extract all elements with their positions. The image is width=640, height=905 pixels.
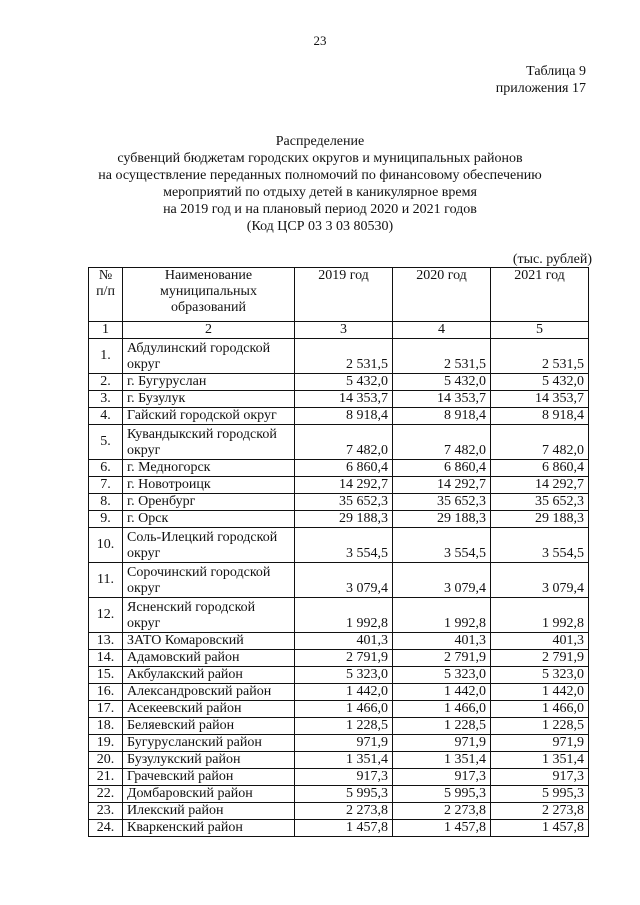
value-2021: 1 466,0 bbox=[491, 701, 589, 718]
municipality-name: Сорочинский городской округ bbox=[123, 563, 295, 598]
value-2021: 5 323,0 bbox=[491, 667, 589, 684]
municipality-name: г. Медногорск bbox=[123, 460, 295, 477]
value-2019: 1 466,0 bbox=[295, 701, 393, 718]
row-number: 17. bbox=[89, 701, 123, 718]
value-2020: 8 918,4 bbox=[393, 408, 491, 425]
row-number: 24. bbox=[89, 820, 123, 837]
municipality-name: Илекский район bbox=[123, 803, 295, 820]
value-2019: 1 442,0 bbox=[295, 684, 393, 701]
table-row bbox=[89, 667, 589, 684]
value-2019: 8 918,4 bbox=[295, 408, 393, 425]
value-2021: 8 918,4 bbox=[491, 408, 589, 425]
value-2021: 6 860,4 bbox=[491, 460, 589, 477]
municipality-name: Беляевский район bbox=[123, 718, 295, 735]
value-2020: 2 273,8 bbox=[393, 803, 491, 820]
table-row bbox=[89, 684, 589, 701]
table-row bbox=[89, 425, 589, 460]
municipality-name: г. Оренбург bbox=[123, 494, 295, 511]
table-row bbox=[89, 339, 589, 374]
row-number: 3. bbox=[89, 391, 123, 408]
appendix-reference-line: приложения 17 bbox=[495, 81, 586, 96]
value-2021: 3 079,4 bbox=[491, 563, 589, 598]
table-row bbox=[89, 511, 589, 528]
row-number: 13. bbox=[89, 633, 123, 650]
table-body bbox=[89, 339, 589, 837]
column-number: 1 bbox=[89, 322, 123, 339]
value-2019: 6 860,4 bbox=[295, 460, 393, 477]
value-2020: 14 353,7 bbox=[393, 391, 491, 408]
row-number: 19. bbox=[89, 735, 123, 752]
table-row bbox=[89, 650, 589, 667]
value-2019: 5 323,0 bbox=[295, 667, 393, 684]
table-row bbox=[89, 408, 589, 425]
value-2020: 29 188,3 bbox=[393, 511, 491, 528]
value-2019: 14 353,7 bbox=[295, 391, 393, 408]
value-2021: 14 353,7 bbox=[491, 391, 589, 408]
value-2020: 5 432,0 bbox=[393, 374, 491, 391]
table-row bbox=[89, 786, 589, 803]
municipality-name: г. Бугуруслан bbox=[123, 374, 295, 391]
value-2019: 917,3 bbox=[295, 769, 393, 786]
row-number: 4. bbox=[89, 408, 123, 425]
value-2019: 1 992,8 bbox=[295, 598, 393, 633]
title-line: на осуществление переданных полномочий по финансовому обеспечению bbox=[98, 168, 542, 183]
value-2019: 1 228,5 bbox=[295, 718, 393, 735]
value-2020: 3 554,5 bbox=[393, 528, 491, 563]
table-row bbox=[89, 735, 589, 752]
value-2020: 401,3 bbox=[393, 633, 491, 650]
municipality-name: Адамовский район bbox=[123, 650, 295, 667]
row-number: 14. bbox=[89, 650, 123, 667]
value-2020: 5 323,0 bbox=[393, 667, 491, 684]
table-header-row bbox=[89, 268, 589, 322]
row-number: 5. bbox=[89, 425, 123, 460]
value-2019: 3 554,5 bbox=[295, 528, 393, 563]
row-number: 23. bbox=[89, 803, 123, 820]
value-2019: 1 457,8 bbox=[295, 820, 393, 837]
row-number: 1. bbox=[89, 339, 123, 374]
value-2020: 2 791,9 bbox=[393, 650, 491, 667]
municipality-name: Бугурусланский район bbox=[123, 735, 295, 752]
row-number: 20. bbox=[89, 752, 123, 769]
column-number-row bbox=[89, 322, 589, 339]
document-title bbox=[0, 133, 640, 235]
value-2020: 1 466,0 bbox=[393, 701, 491, 718]
table-reference-line: Таблица 9 bbox=[526, 64, 586, 79]
header-2019: 2019 год bbox=[295, 268, 393, 322]
value-2021: 35 652,3 bbox=[491, 494, 589, 511]
value-2021: 29 188,3 bbox=[491, 511, 589, 528]
value-2019: 5 995,3 bbox=[295, 786, 393, 803]
table-row bbox=[89, 820, 589, 837]
value-2021: 1 457,8 bbox=[491, 820, 589, 837]
value-2021: 1 228,5 bbox=[491, 718, 589, 735]
title-line: на 2019 год и на плановый период 2020 и 2021 годов bbox=[163, 202, 477, 217]
title-line: субвенций бюджетам городских округов и муниципальных районов bbox=[117, 151, 523, 166]
value-2020: 971,9 bbox=[393, 735, 491, 752]
municipality-name: Кваркенский район bbox=[123, 820, 295, 837]
municipality-name: Кувандыкский городской округ bbox=[123, 425, 295, 460]
value-2019: 1 351,4 bbox=[295, 752, 393, 769]
municipality-name: Абдулинский городской округ bbox=[123, 339, 295, 374]
table-row bbox=[89, 718, 589, 735]
municipality-name: Александровский район bbox=[123, 684, 295, 701]
value-2021: 2 273,8 bbox=[491, 803, 589, 820]
table-row bbox=[89, 633, 589, 650]
distribution-table bbox=[88, 267, 589, 837]
table-row bbox=[89, 477, 589, 494]
value-2019: 5 432,0 bbox=[295, 374, 393, 391]
value-2021: 5 432,0 bbox=[491, 374, 589, 391]
value-2021: 1 442,0 bbox=[491, 684, 589, 701]
units-label: (тыс. рублей) bbox=[512, 252, 592, 267]
value-2020: 1 992,8 bbox=[393, 598, 491, 633]
table-row bbox=[89, 374, 589, 391]
row-number: 21. bbox=[89, 769, 123, 786]
value-2020: 14 292,7 bbox=[393, 477, 491, 494]
table-row bbox=[89, 769, 589, 786]
municipality-name: г. Бузулук bbox=[123, 391, 295, 408]
row-number: 22. bbox=[89, 786, 123, 803]
table-row bbox=[89, 391, 589, 408]
column-number: 4 bbox=[393, 322, 491, 339]
header-number: № п/п bbox=[89, 268, 123, 322]
row-number: 15. bbox=[89, 667, 123, 684]
value-2019: 35 652,3 bbox=[295, 494, 393, 511]
municipality-name: г. Орск bbox=[123, 511, 295, 528]
row-number: 16. bbox=[89, 684, 123, 701]
municipality-name: Бузулукский район bbox=[123, 752, 295, 769]
row-number: 6. bbox=[89, 460, 123, 477]
municipality-name: Гайский городской округ bbox=[123, 408, 295, 425]
municipality-name: Соль-Илецкий городской округ bbox=[123, 528, 295, 563]
municipality-name: Асекеевский район bbox=[123, 701, 295, 718]
value-2020: 917,3 bbox=[393, 769, 491, 786]
value-2020: 6 860,4 bbox=[393, 460, 491, 477]
value-2021: 7 482,0 bbox=[491, 425, 589, 460]
municipality-name: Акбулакский район bbox=[123, 667, 295, 684]
municipality-name: Грачевский район bbox=[123, 769, 295, 786]
value-2021: 917,3 bbox=[491, 769, 589, 786]
value-2020: 7 482,0 bbox=[393, 425, 491, 460]
table-row bbox=[89, 752, 589, 769]
value-2020: 35 652,3 bbox=[393, 494, 491, 511]
row-number: 12. bbox=[89, 598, 123, 633]
header-2020: 2020 год bbox=[393, 268, 491, 322]
title-code-line: (Код ЦСР 03 3 03 80530) bbox=[246, 219, 394, 234]
row-number: 9. bbox=[89, 511, 123, 528]
column-number: 5 bbox=[491, 322, 589, 339]
value-2019: 2 791,9 bbox=[295, 650, 393, 667]
row-number: 18. bbox=[89, 718, 123, 735]
header-name: Наименование муниципальных образований bbox=[123, 268, 295, 322]
row-number: 8. bbox=[89, 494, 123, 511]
value-2020: 3 079,4 bbox=[393, 563, 491, 598]
value-2021: 401,3 bbox=[491, 633, 589, 650]
table-row bbox=[89, 563, 589, 598]
value-2019: 3 079,4 bbox=[295, 563, 393, 598]
table-reference bbox=[496, 63, 586, 97]
column-number: 3 bbox=[295, 322, 393, 339]
row-number: 11. bbox=[89, 563, 123, 598]
column-number: 2 bbox=[123, 322, 295, 339]
value-2019: 2 273,8 bbox=[295, 803, 393, 820]
value-2019: 14 292,7 bbox=[295, 477, 393, 494]
title-line: Распределение bbox=[275, 134, 365, 149]
row-number: 2. bbox=[89, 374, 123, 391]
value-2021: 3 554,5 bbox=[491, 528, 589, 563]
value-2020: 1 351,4 bbox=[393, 752, 491, 769]
value-2021: 971,9 bbox=[491, 735, 589, 752]
header-2021: 2021 год bbox=[491, 268, 589, 322]
title-line: мероприятий по отдыху детей в каникулярное время bbox=[163, 185, 477, 200]
value-2020: 1 228,5 bbox=[393, 718, 491, 735]
municipality-name: Ясненский городской округ bbox=[123, 598, 295, 633]
value-2019: 401,3 bbox=[295, 633, 393, 650]
value-2019: 971,9 bbox=[295, 735, 393, 752]
row-number: 7. bbox=[89, 477, 123, 494]
value-2020: 2 531,5 bbox=[393, 339, 491, 374]
row-number: 10. bbox=[89, 528, 123, 563]
table-row bbox=[89, 803, 589, 820]
municipality-name: ЗАТО Комаровский bbox=[123, 633, 295, 650]
value-2021: 1 992,8 bbox=[491, 598, 589, 633]
table-row bbox=[89, 460, 589, 477]
table-row bbox=[89, 598, 589, 633]
value-2019: 7 482,0 bbox=[295, 425, 393, 460]
value-2019: 2 531,5 bbox=[295, 339, 393, 374]
table-row bbox=[89, 528, 589, 563]
value-2020: 5 995,3 bbox=[393, 786, 491, 803]
municipality-name: г. Новотроицк bbox=[123, 477, 295, 494]
value-2020: 1 442,0 bbox=[393, 684, 491, 701]
municipality-name: Домбаровский район bbox=[123, 786, 295, 803]
table-row bbox=[89, 494, 589, 511]
table-row bbox=[89, 701, 589, 718]
value-2019: 29 188,3 bbox=[295, 511, 393, 528]
page-number: 23 bbox=[313, 33, 327, 48]
value-2021: 5 995,3 bbox=[491, 786, 589, 803]
value-2021: 14 292,7 bbox=[491, 477, 589, 494]
value-2021: 2 791,9 bbox=[491, 650, 589, 667]
value-2020: 1 457,8 bbox=[393, 820, 491, 837]
value-2021: 2 531,5 bbox=[491, 339, 589, 374]
value-2021: 1 351,4 bbox=[491, 752, 589, 769]
